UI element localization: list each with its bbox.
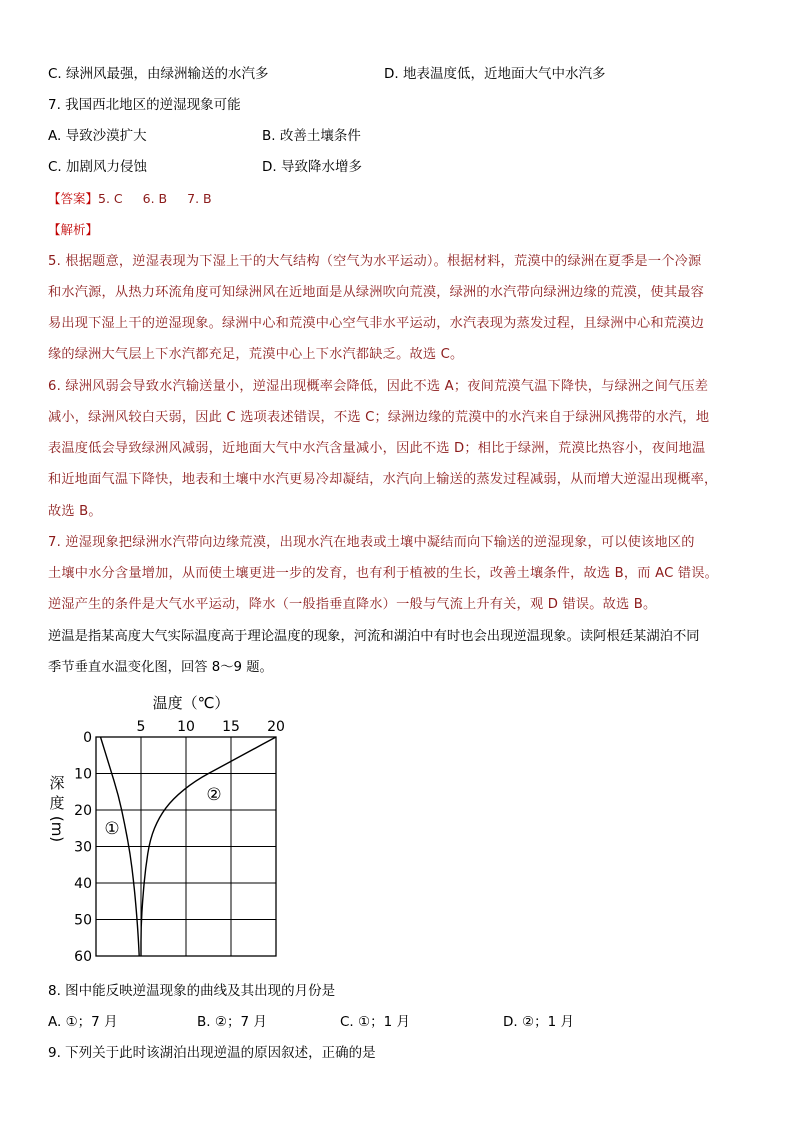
analysis-tag: 【解析】 <box>48 222 99 237</box>
explanation-7-line: 逆湿产生的条件是大气水平运动，降水（一般指垂直降水）一般与气流上升有关，观 D 错误。故选 B。 <box>48 597 657 612</box>
q8-option-c: C. ①；1 月 <box>340 1014 410 1030</box>
explanation-5-line: 5. 根据题意，逆湿表现为下湿上干的大气结构（空气为水平运动）。根据材料，荒漠中的绿洲在夏季是一个冷源 <box>48 254 702 269</box>
x-tick-label: 15 <box>222 719 240 735</box>
chart-grid <box>96 737 276 956</box>
explanation-7-line: 7. 逆湿现象把绿洲水汽带向边缘荒漠，出现水汽在地表或土壤中凝结而向下输送的逆湿现象，可以使该地区的 <box>48 535 695 550</box>
x-tick-label: 20 <box>267 719 285 735</box>
y-axis-label <box>48 774 66 842</box>
x-tick-label: 10 <box>177 719 195 735</box>
y-tick-label: 40 <box>74 876 92 892</box>
explanation-6-line: 6. 绿洲风弱会导致水汽输送量小，逆湿出现概率会降低，因此不选 A；夜间荒漠气温下降快，与绿洲之间气压差 <box>48 379 709 394</box>
explanation-7-line: 土壤中水分含量增加，从而使土壤更进一步的发育，也有利于植被的生长，改善土壤条件，故选 B，而 AC 错误。 <box>48 566 719 581</box>
y-tick-label: 10 <box>74 766 92 783</box>
explanation-5-line: 缘的绿洲大气层上下水汽都充足，荒漠中心上下水汽都缺乏。故选 C。 <box>48 347 464 362</box>
y-tick-labels <box>74 730 92 965</box>
y-axis-label-char: 深 <box>49 774 65 792</box>
answer-line <box>48 189 232 209</box>
y-tick-label: 30 <box>74 839 92 856</box>
q7-stem: 7. 我国西北地区的逆湿现象可能 <box>48 97 241 113</box>
q7-option-c: C. 加剧风力侵蚀 <box>48 159 148 175</box>
explanation-6-line: 减小，绿洲风较白天弱，因此 C 选项表述错误，不选 C；绿洲边缘的荒漠中的水汽来自于绿洲风携带的水汽，地 <box>48 410 710 425</box>
temperature-depth-chart <box>50 688 300 968</box>
y-tick-label: 20 <box>74 803 92 819</box>
series-label-1: ① <box>104 819 120 839</box>
q7-option-a: A. 导致沙漠扩大 <box>48 128 147 144</box>
explanation-6-line: 故选 B。 <box>48 504 102 519</box>
explanation-5-line: 易出现下湿上干的逆湿现象。绿洲中心和荒漠中心空气非水平运动，水汽表现为蒸发过程，且绿洲中心和荒漠边 <box>48 316 704 331</box>
q9-stem: 9. 下列关于此时该湖泊出现逆温的原因叙述，正确的是 <box>48 1045 376 1061</box>
q8-option-b: B. ②；7 月 <box>197 1014 267 1030</box>
y-axis-label-char: (m) <box>48 815 66 843</box>
answer-7: 7. B <box>187 191 212 206</box>
passage-line: 季节垂直水温变化图，回答 8～9 题。 <box>48 660 273 675</box>
q7-option-b: B. 改善土壤条件 <box>262 128 361 144</box>
explanation-6-line: 表温度低会导致绿洲风减弱，近地面大气中水汽含量减小，因此不选 D；相比于绿洲，荒漠比热容小，夜间地温 <box>48 441 706 456</box>
q8-option-d: D. ②；1 月 <box>503 1014 574 1030</box>
passage-line: 逆温是指某高度大气实际温度高于理论温度的现象，河流和湖泊中有时也会出现逆温现象。读阿根廷某湖泊不同 <box>48 629 700 644</box>
y-tick-label: 0 <box>83 730 92 746</box>
answer-6: 6. B <box>142 191 168 206</box>
y-tick-label: 60 <box>74 949 92 965</box>
explanation-6-line: 和近地面气温下降快，地表和土壤中水汽更易冷却凝结，水汽向上输送的蒸发过程减弱，从而增大逆湿出现概率， <box>48 472 718 487</box>
x-tick-label: 5 <box>136 719 146 735</box>
answer-5: 5. C <box>98 191 123 206</box>
y-tick-label: 50 <box>74 912 92 929</box>
q6-option-c: C. 绿洲风最强，由绿洲输送的水汽多 <box>48 66 269 82</box>
q6-option-d: D. 地表温度低，近地面大气中水汽多 <box>384 66 606 82</box>
chart-title: 温度（℃） <box>152 694 230 712</box>
y-axis-label-char: 度 <box>49 794 65 812</box>
q8-stem: 8. 图中能反映逆温现象的曲线及其出现的月份是 <box>48 983 336 999</box>
explanation-5-line: 和水汽源，从热力环流角度可知绿洲风在近地面是从绿洲吹向荒漠，绿洲的水汽带向绿洲边缘的荒漠，使其最容 <box>48 285 704 300</box>
x-tick-labels <box>137 719 285 735</box>
answer-tag: 【答案】 <box>48 191 99 206</box>
series-label-2: ② <box>206 785 222 805</box>
q7-option-d: D. 导致降水增多 <box>262 159 362 175</box>
q8-option-a: A. ①；7 月 <box>48 1014 118 1030</box>
